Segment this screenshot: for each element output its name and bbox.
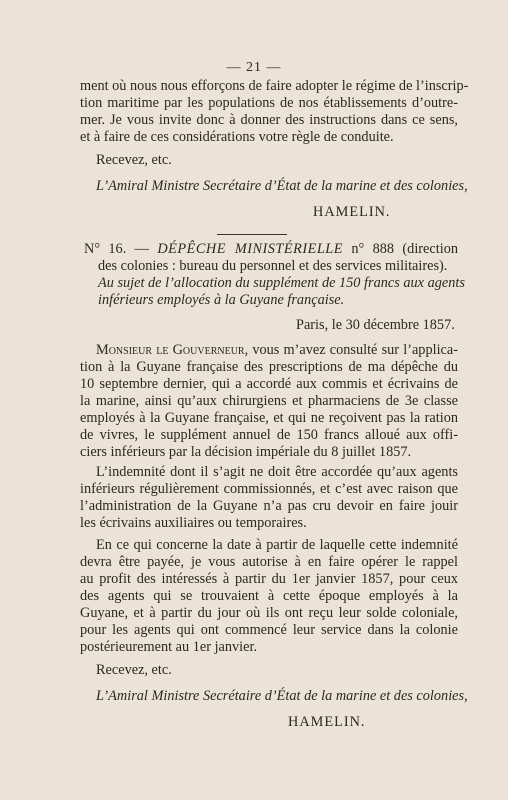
paragraph-line: L’indemnité dont il s’agit ne doit être accordée qu’aux agents (96, 464, 458, 480)
paragraph-line: ciers inférieurs par la décision impériale du 8 juillet 1857. (80, 444, 412, 460)
paragraph-line: inférieurs régulièrement commissionnés, et c’est avec raison que (80, 481, 458, 497)
page-number: — 21 — (226, 60, 282, 75)
signature-title: L’Amiral Ministre Secrétaire d’État de la marine et des colonies, (96, 688, 468, 704)
paragraph-line: au profit des intéressés à partir du 1er janvier 1857, pour ceux (80, 571, 458, 587)
paragraph-line: 10 septembre dernier, qui a accordé aux commis et écrivains de (80, 376, 458, 392)
signature-name: HAMELIN. (288, 714, 366, 730)
salutation: Monsieur le Gouverneur, (96, 342, 249, 358)
signature-name: HAMELIN. (313, 204, 391, 220)
continuation-line: mer. Je vous invite donc à donner des instructions dans ce sens, (80, 112, 458, 128)
paragraph-line: de vivres, le supplément annuel de 150 francs alloué aux offi- (80, 427, 458, 443)
paragraph-line: pour les agents qui ont commencé leur service dans la colonie (80, 622, 458, 638)
paragraph-line: l’administration de la Guyane n’a pas cru devoir en faire jouir (80, 498, 458, 514)
paragraph-line: postérieurement au 1er janvier. (80, 639, 258, 655)
signature-title: L’Amiral Ministre Secrétaire d’État de la marine et des colonies, (96, 178, 468, 194)
dispatch-reference: n° 888 (direction (351, 241, 458, 257)
dispatch-heading (84, 241, 458, 258)
closing-formula: Recevez, etc. (96, 152, 172, 168)
continuation-line: tion maritime par les populations de nos établissements d’outre- (80, 95, 458, 111)
paragraph-line: devra être payée, je vous autorise à en faire opérer le rappel (80, 554, 458, 570)
paragraph-line: employés à la Guyane française, et qui ne reçoivent pas la ration (80, 410, 458, 426)
dateline: Paris, le 30 décembre 1857. (296, 317, 455, 333)
continuation-line: et à faire de ces considérations votre règle de conduite. (80, 129, 394, 145)
paragraph-line: tion à la Guyane française des prescriptions de ma dépêche du (80, 359, 458, 375)
dispatch-subject: Au sujet de l’allocation du supplément de 150 francs aux agents (98, 275, 465, 291)
dispatch-title: DÉPÊCHE MINISTÉRIELLE (157, 241, 343, 257)
paragraph-line: Monsieur le Gouverneur, vous m’avez consulté sur l’applica- (96, 342, 458, 358)
closing-formula: Recevez, etc. (96, 662, 172, 678)
dispatch-subject: inférieurs employés à la Guyane française. (98, 292, 345, 308)
paragraph-line: les écrivains auxiliaires ou temporaires. (80, 515, 307, 531)
paragraph-line: En ce qui concerne la date à partir de laquelle cette indemnité (96, 537, 458, 553)
paragraph-line: des agents qui se trouvaient à cette époque employés à la (80, 588, 458, 604)
dispatch-heading-line: des colonies : bureau du personnel et des services militaires). (98, 258, 448, 274)
dispatch-number: N° 16. — (84, 241, 149, 257)
paragraph-line: Guyane, et à partir du jour où ils ont reçu leur solde coloniale, (80, 605, 458, 621)
continuation-line: ment où nous nous efforçons de faire adopter le régime de l’inscrip- (80, 78, 469, 94)
section-divider (217, 234, 287, 235)
paragraph-line: la marine, ainsi qu’aux chirurgiens et pharmaciens de 3e classe (80, 393, 458, 409)
